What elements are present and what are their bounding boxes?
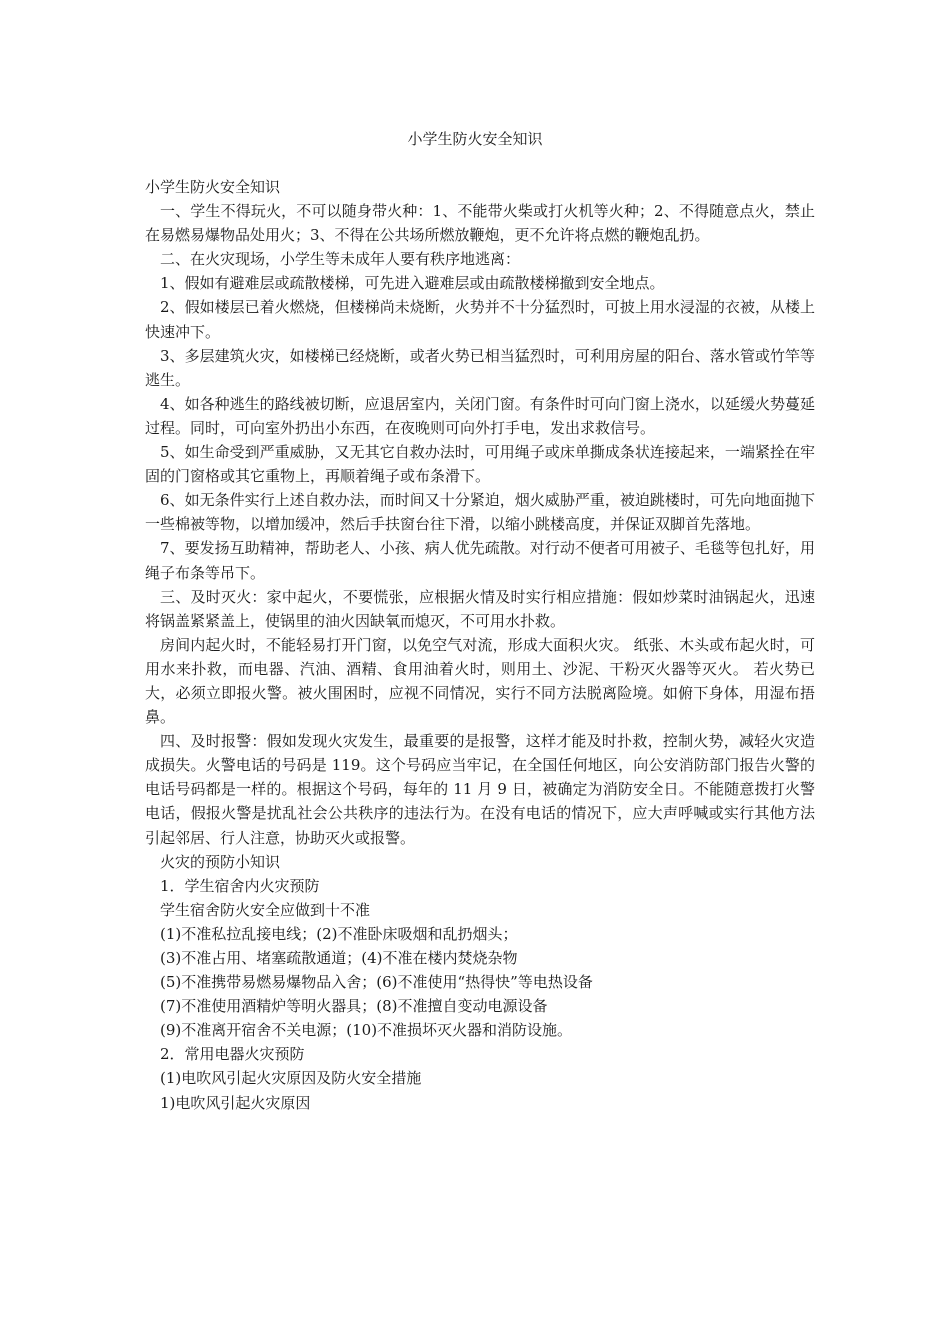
paragraph: 2．常用电器火灾预防 xyxy=(160,1045,305,1064)
paragraph: 6、如无条件实行上述自救办法，而时间又十分紧迫，烟火威胁严重，被迫跳楼时，可先向地面抛下一些棉被等物，以增加缓冲，然后手扶窗台往下滑，以缩小跳楼高度，并保证双脚首先落地。 xyxy=(145,491,815,534)
paragraph: 7、要发扬互助精神，帮助老人、小孩、病人优先疏散。对行动不便者可用被子、毛毯等包扎好，用绳子布条等吊下。 xyxy=(145,539,815,582)
paragraph: (3)不准占用、堵塞疏散通道；(4)不准在楼内焚烧杂物 xyxy=(160,949,518,967)
paragraph: (1)电吹风引起火灾原因及防火安全措施 xyxy=(160,1069,422,1088)
paragraph: 四、及时报警：假如发现火灾发生，最重要的是报警，这样才能及时扑救，控制火势，减轻火灾造成损失。火警电话的号码是 119。这个号码应当牢记，在全国任何地区，向公安消防部门报告火警的电话号码都是一样的。根据这个号码，每年的 11 月 9 日，被确定为消防安全日。不能随意拨打火警电话，假报火警是扰乱社会公共秩序的违法行为。在没有电话的情况下，应大声呼喊或实行其他方法引起邻居、行人注意，协助灭火或报警。 xyxy=(145,732,815,847)
paragraph: (9)不准离开宿舍不关电源；(10)不准损坏灭火器和消防设施。 xyxy=(160,1021,573,1040)
paragraph: 火灾的预防小知识 xyxy=(160,852,281,871)
paragraph: 二、在火灾现场，小学生等未成年人要有秩序地逃离： xyxy=(160,250,521,269)
paragraph: 1．学生宿舍内火灾预防 xyxy=(160,876,320,895)
paragraph: 3、多层建筑火灾，如楼梯已经烧断，或者火势已相当猛烈时，可利用房屋的阳台、落水管或竹竿等逃生。 xyxy=(145,346,815,389)
paragraph: 2、假如楼层已着火燃烧，但楼梯尚未烧断，火势并不十分猛烈时，可披上用水浸湿的衣被，从楼上快速冲下。 xyxy=(145,298,815,341)
paragraph: 三、及时灭火：家中起火，不要慌张，应根据火情及时实行相应措施：假如炒菜时油锅起火，迅速将锅盖紧紧盖上，使锅里的油火因缺氧而熄灭，不可用水扑救。 xyxy=(145,587,815,630)
paragraph: (1)不准私拉乱接电线；(2)不准卧床吸烟和乱扔烟头； xyxy=(160,924,518,943)
paragraph: 学生宿舍防火安全应做到十不准 xyxy=(160,900,371,919)
paragraph: 小学生防火安全知识 xyxy=(145,178,281,196)
document-title: 小学生防火安全知识 xyxy=(407,130,543,148)
paragraph: 4、如各种逃生的路线被切断，应退居室内，关闭门窗。有条件时可向门窗上浇水，以延缓火势蔓延过程。同时，可向室外扔出小东西，在夜晚则可向外打手电，发出求救信号。 xyxy=(145,394,815,437)
paragraph: 1、假如有避难层或疏散楼梯，可先进入避难层或由疏散楼梯撤到安全地点。 xyxy=(160,274,665,293)
paragraph: (7)不准使用酒精炉等明火器具；(8)不准擅自变动电源设备 xyxy=(160,997,548,1016)
paragraph: 5、如生命受到严重威胁，又无其它自救办法时，可用绳子或床单撕成条状连接起来，一端紧拴在牢固的门窗格或其它重物上，再顺着绳子或布条滑下。 xyxy=(145,443,815,486)
paragraph: 房间内起火时，不能轻易打开门窗，以免空气对流，形成大面积火灾。 纸张、木头或布起火时，可用水来扑救，而电器、汽油、酒精、食用油着火时，则用土、沙泥、干粉灭火器等灭火。 若火势已大，必须立即报火警。被火围困时，应视不同情况，实行不同方法脱离险境。如俯下身体，用湿布捂鼻。 xyxy=(145,635,815,727)
paragraph: 一、学生不得玩火，不可以随身带火种：1、不能带火柴或打火机等火种；2、不得随意点火，禁止在易燃易爆物品处用火；3、不得在公共场所燃放鞭炮，更不允许将点燃的鞭炮乱扔。 xyxy=(145,202,815,245)
paragraph: 1)电吹风引起火灾原因 xyxy=(160,1093,311,1112)
paragraph: (5)不准携带易燃易爆物品入舍；(6)不准使用“热得快”等电热设备 xyxy=(160,973,593,992)
document-body xyxy=(145,175,815,1115)
